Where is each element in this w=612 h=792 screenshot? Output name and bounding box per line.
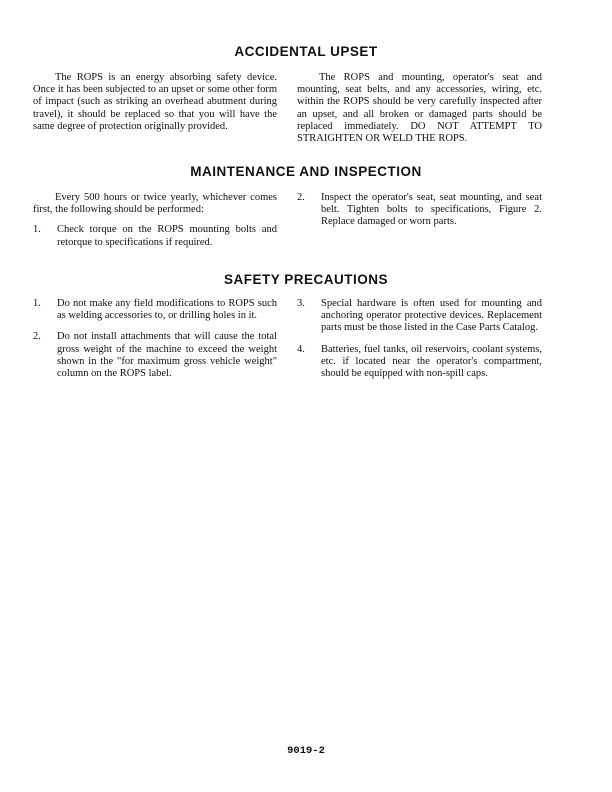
list-number: 1. xyxy=(33,224,41,236)
list-item-text: Special hardware is often used for mounting and anchoring operator protective devices. Replacement parts must be those listed in the Case Parts Catalog. xyxy=(321,298,542,334)
list-item-text: Inspect the operator's seat, seat mounting, and seat belt. Tighten bolts to specifications, Figure 2. Replace damaged or worn parts. xyxy=(321,192,542,228)
list-item-text: Do not make any field modifications to ROPS such as welding accessories to, or drilling holes in it. xyxy=(57,298,277,322)
safety-item-4 xyxy=(297,344,542,381)
maintenance-list-right xyxy=(297,192,542,229)
accidental-upset-left-column xyxy=(33,72,277,133)
safety-list-right xyxy=(297,298,542,380)
list-number: 4. xyxy=(297,343,305,355)
accidental-upset-right-column xyxy=(297,72,542,145)
maintenance-item-2 xyxy=(297,192,542,229)
list-number: 2. xyxy=(33,331,41,343)
page-number: 9019-2 xyxy=(287,745,325,757)
section-heading-maintenance: MAINTENANCE AND INSPECTION xyxy=(190,164,422,179)
list-item-text: Do not install attachments that will cause the total gross weight of the machine to exceed the weight shown in the "for maximum gross vehicle weight" column on the ROPS label. xyxy=(57,331,277,380)
safety-list-left xyxy=(33,298,277,380)
maintenance-item-1 xyxy=(33,224,277,248)
list-item-text: Batteries, fuel tanks, oil reservoirs, coolant systems, etc. if located near the operator's compartment, should be equipped with non-spill caps. xyxy=(321,343,542,380)
section-heading-accidental-upset: ACCIDENTAL UPSET xyxy=(234,44,378,59)
list-number: 1. xyxy=(33,298,41,309)
accidental-upset-paragraph-2: The ROPS and mounting, operator's seat and mounting, seat belts, and any accessories, wiring, etc. within the ROPS should be very carefully inspected after an upset, and all broken or damaged parts should be replaced immediately. DO NOT ATTEMPT TO STRAIGHTEN OR WELD THE ROPS. xyxy=(297,72,542,145)
maintenance-left-column xyxy=(33,192,277,258)
accidental-upset-paragraph-1: The ROPS is an energy absorbing safety device. Once it has been subjected to an upset or some other form of impact (such as striking an overhead abutment during travel), it should be replaced so that you will have the same degree of protection originally provided. xyxy=(33,72,277,132)
list-item-text: Check torque on the ROPS mounting bolts and retorque to specifications if required. xyxy=(57,224,277,248)
maintenance-intro: Every 500 hours or twice yearly, whichever comes first, the following should be performed: xyxy=(33,192,277,216)
list-number: 3. xyxy=(297,298,305,309)
safety-left-column xyxy=(33,298,277,389)
safety-item-3 xyxy=(297,298,542,335)
safety-item-2 xyxy=(33,331,277,380)
safety-item-1 xyxy=(33,298,277,322)
safety-right-column xyxy=(297,298,542,389)
maintenance-list-left xyxy=(33,224,277,248)
maintenance-right-column xyxy=(297,192,542,238)
section-heading-safety: SAFETY PRECAUTIONS xyxy=(223,272,389,287)
list-number: 2. xyxy=(297,192,305,203)
